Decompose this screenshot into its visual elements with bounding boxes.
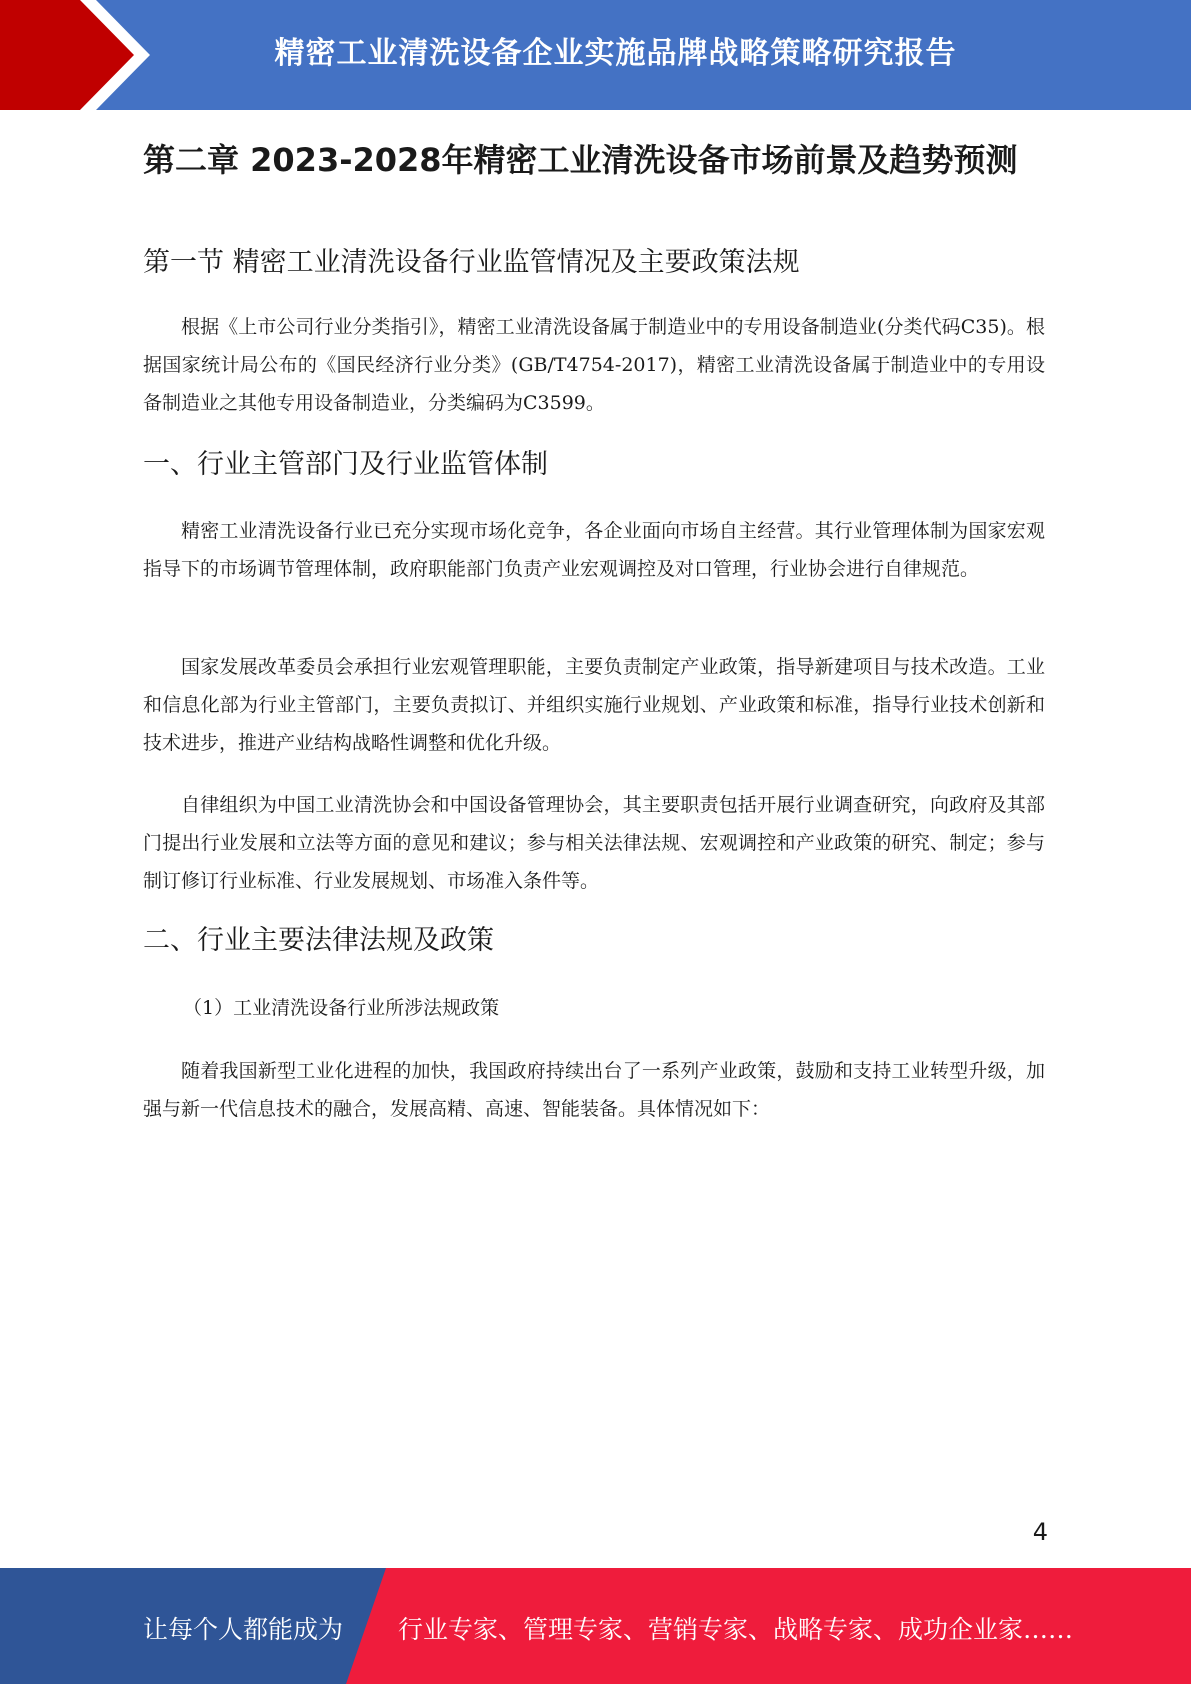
intro-paragraph: 根据《上市公司行业分类指引》，精密工业清洗设备属于制造业中的专用设备制造业(分类代码C35)。根据国家统计局公布的《国民经济行业分类》(GB/T4754-2017)，精密工业清洗设备属于制造业中的专用设备制造业之其他专用设备制造业，分类编码为C3599。 xyxy=(143,316,1045,414)
report-title: 精密工业清洗设备企业实施品牌战略策略研究报告 xyxy=(274,36,957,71)
sub-item-label: （1）工业清洗设备行业所涉法规政策 xyxy=(183,997,500,1019)
paragraph-regulatory-bodies: 国家发展改革委员会承担行业宏观管理职能，主要负责制定产业政策，指导新建项目与技术改造。工业和信息化部为行业主管部门，主要负责拟订、并组织实施行业规划、产业政策和标准，指导行业技术创新和技术进步，推进产业结构战略性调整和优化升级。 xyxy=(143,656,1045,754)
page-number: 4 xyxy=(1032,1518,1048,1546)
chapter-title: 第二章 2023-2028年精密工业清洗设备市场前景及趋势预测 xyxy=(143,141,1018,179)
section-title: 第一节 精密工业清洗设备行业监管情况及主要政策法规 xyxy=(143,247,800,278)
paragraph-market-competition: 精密工业清洗设备行业已充分实现市场化竞争，各企业面向市场自主经营。其行业管理体制为国家宏观指导下的市场调节管理体制，政府职能部门负责产业宏观调控及对口管理，行业协会进行自律规范。 xyxy=(143,520,1045,580)
subsection-title-regulators: 一、行业主管部门及行业监管体制 xyxy=(143,449,548,480)
paragraph-policy: 随着我国新型工业化进程的加快，我国政府持续出台了一系列产业政策，鼓励和支持工业转型升级，加强与新一代信息技术的融合，发展高精、高速、智能装备。具体情况如下： xyxy=(143,1060,1045,1120)
footer-slogan-right: 行业专家、管理专家、营销专家、战略专家、成功企业家…… xyxy=(398,1615,1074,1644)
paragraph-self-regulation: 自律组织为中国工业清洗协会和中国设备管理协会，其主要职责包括开展行业调查研究，向政府及其部门提出行业发展和立法等方面的意见和建议；参与相关法律法规、宏观调控和产业政策的研究、制定；参与制订修订行业标准、行业发展规划、市场准入条件等。 xyxy=(143,794,1045,892)
subsection-title-laws: 二、行业主要法律法规及政策 xyxy=(143,925,494,956)
footer-slogan-left: 让每个人都能成为 xyxy=(143,1615,344,1644)
